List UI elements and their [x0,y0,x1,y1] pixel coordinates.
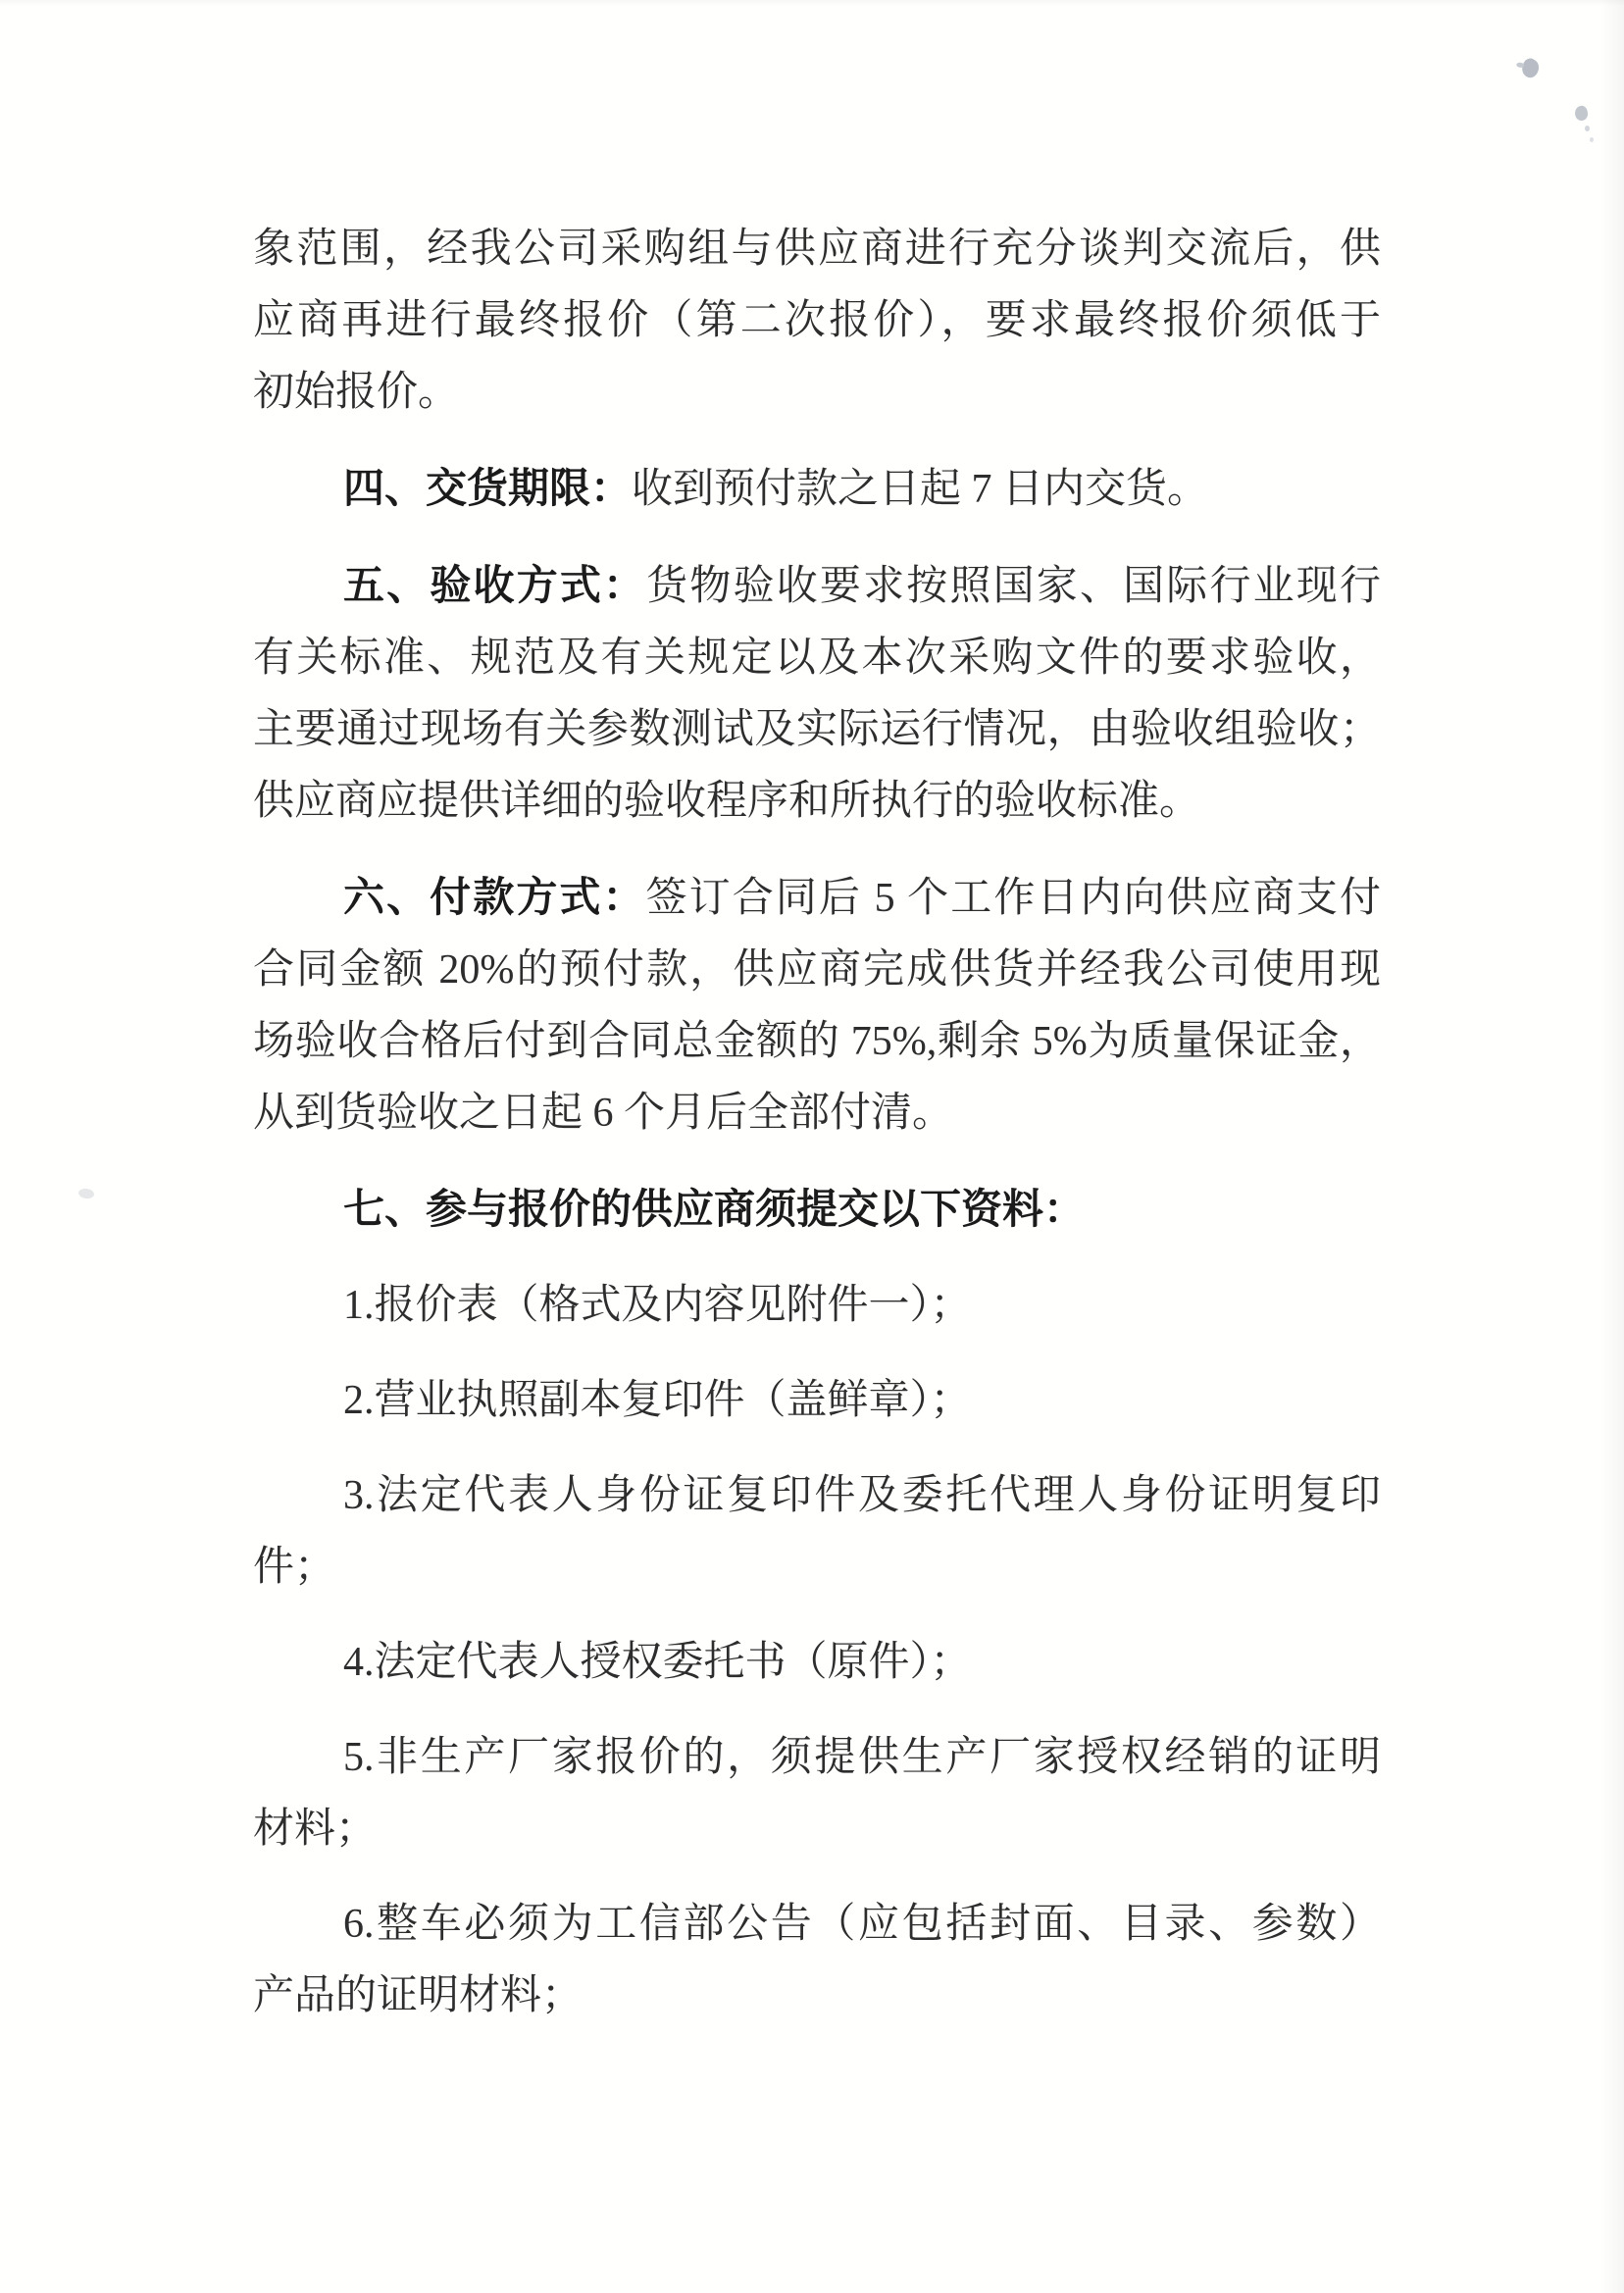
text-line: 供应商应提供详细的验收程序和所执行的验收标准。 [253,779,1201,824]
text-line: 1.报价表（格式及内容见附件一）； [343,1283,972,1328]
text-line: 2.营业执照副本复印件（盖鲜章）； [343,1378,972,1423]
section-4-line [253,452,1381,526]
text-line: 件； [253,1545,336,1590]
scan-speck-top-right-1 [1585,126,1590,131]
scan-speck-top-right-2 [1590,137,1594,142]
section-4-text: 收到预付款之日起 7 日内交货。 [632,467,1209,512]
text-line: 3.法定代表人身份证复印件及委托代理人身份证明复印 [343,1473,1381,1518]
section-6-label: 六、付款方式： [343,874,646,920]
section-5-label: 五、验收方式： [343,562,647,608]
section-4-delivery-period [253,452,1381,526]
section-7-line [253,1173,1381,1247]
scan-edge-top [0,0,1624,6]
text-line: 有关标准、规范及有关规定以及本次采购文件的要求验收， [253,636,1381,681]
list-item-2-business-license [253,1365,1381,1437]
list-item-5-manufacturer-authorization [253,1722,1381,1865]
scan-smudge-top-right-1 [1519,56,1543,80]
text-line: 从到货验收之日起 6 个月后全部付清。 [253,1091,954,1136]
text-line: 场验收合格后付到合同总金额的 75%,剩余 5%为质量保证金， [253,1019,1381,1064]
section-7-label: 七、参与报价的供应商须提交以下资料： [343,1186,1086,1232]
section-6-payment-method [253,861,1381,1149]
section-6-text: 签订合同后 5 个工作日内向供应商支付 [645,876,1381,921]
section-5-acceptance-method [253,549,1381,838]
list-item-3-id-copies [253,1460,1381,1604]
list-item-1-quotation-form [253,1270,1381,1342]
text-line: 主要通过现场有关参数测试及实际运行情况，由验收组验收； [253,707,1381,752]
text-line: 合同金额 20%的预付款，供应商完成供货并经我公司使用现 [253,947,1381,993]
text-line: 6.整车必须为工信部公告（应包括封面、目录、参数） [343,1902,1381,1947]
text-line: 应商再进行最终报价（第二次报价），要求最终报价须低于 [253,298,1381,343]
section-4-label: 四、交货期限： [343,465,633,511]
scan-edge-right [1600,0,1624,2293]
text-line: 5.非生产厂家报价的，须提供生产厂家授权经销的证明 [343,1735,1381,1780]
list-item-4-power-of-attorney [253,1627,1381,1699]
text-line: 产品的证明材料； [253,1973,584,2018]
text-line: 象范围，经我公司采购组与供应商进行充分谈判交流后，供 [253,227,1381,272]
text-line: 4.法定代表人授权委托书（原件）； [343,1640,972,1685]
section-6-line [253,861,1381,935]
text-line: 材料； [253,1807,378,1852]
scan-smudge-top-right-2 [1573,105,1589,123]
section-7-required-documents-heading [253,1173,1381,1247]
scan-smudge-left-margin [77,1188,94,1199]
list-item-6-miit-announcement-proof [253,1889,1381,2032]
section-5-text: 货物验收要求按照国家、国际行业现行 [646,564,1381,609]
document-body [253,214,1381,2032]
paragraph-final-quote-continuation [253,214,1381,429]
section-5-line [253,549,1381,623]
text-line: 初始报价。 [253,370,460,415]
